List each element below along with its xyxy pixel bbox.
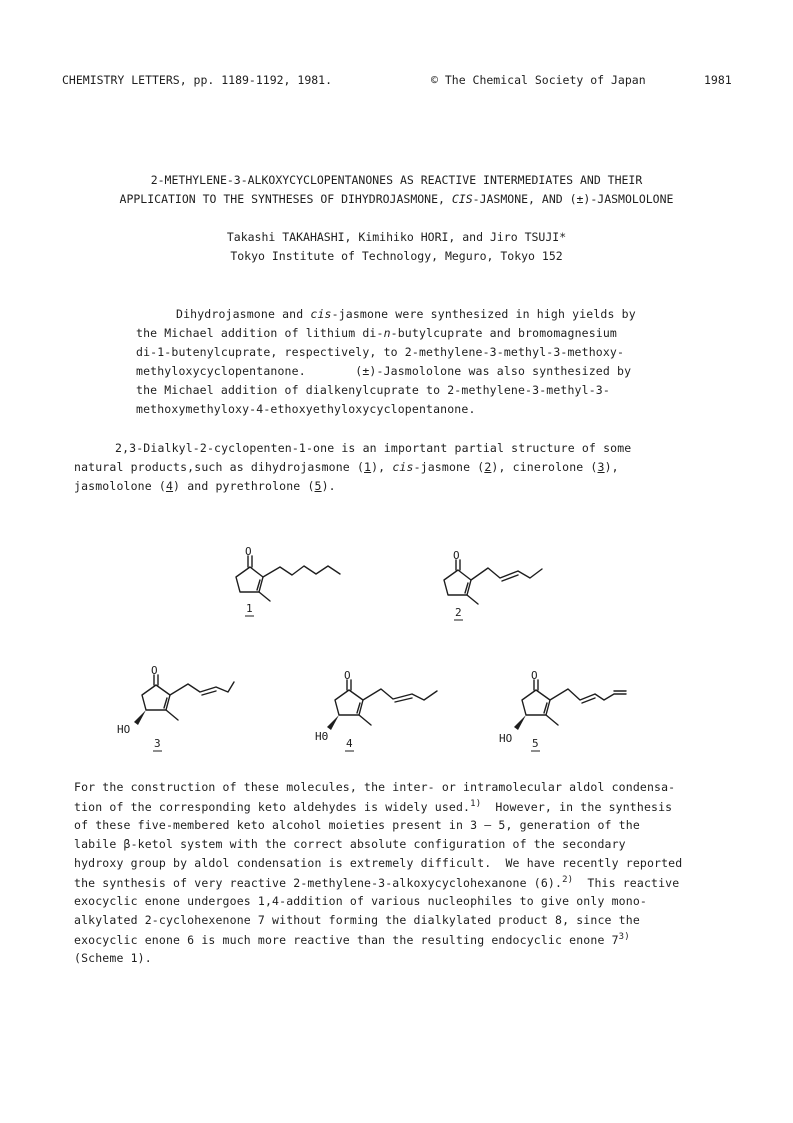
abstract-line-6: methoxymethyloxy-4-ethoxyethyloxycyclopentanone.: [136, 402, 476, 416]
body-line-4: labile β-ketol system with the correct absolute configuration of the secondary: [74, 837, 626, 851]
author-list: Takashi TAKAHASHI, Kimihiko HORI, and Jiro TSUJI*: [226, 230, 567, 244]
abstract-line-2: the Michael addition of lithium di-n-butylcuprate and bromomagnesium: [136, 326, 618, 340]
structure-1-dihydrojasmone: [236, 556, 340, 601]
intro-line-2: natural products,such as dihydrojasmone (1), cis-jasmone (2), cinerolone (3),: [74, 460, 619, 474]
body-line-5: hydroxy group by aldol condensation is extremely difficult. We have recently reported: [74, 856, 683, 870]
body-line-9: exocyclic enone 6 is much more reactive than the resulting endocyclic enone 7$^{3)}$: [74, 932, 630, 947]
abstract-line-3: di-1-butenylcuprate, respectively, to 2-methylene-3-methyl-3-methoxy-: [136, 345, 625, 359]
compound-number-4: 4: [346, 737, 353, 750]
paper-title-line-2: APPLICATION TO THE SYNTHESES OF DIHYDROJASMONE, CIS-JASMONE, AND (±)-JASMOLOLONE: [119, 192, 674, 206]
body-line-8: alkylated 2-cyclohexenone 7 without forming the dialkylated product 8, since the: [74, 913, 640, 927]
wedge-bond-3: [134, 710, 146, 725]
oxygen-label-1: O: [245, 545, 252, 558]
journal-citation: CHEMISTRY LETTERS, pp. 1189-1192, 1981.: [62, 73, 333, 87]
abstract-line-4: methyloxycyclopentanone. (±)-Jasmololone was also synthesized by: [136, 364, 632, 378]
compound-number-5: 5: [532, 737, 539, 750]
hydroxy-label-4: HΘ: [315, 730, 329, 743]
affiliation: Tokyo Institute of Technology, Meguro, Tokyo 152: [230, 249, 563, 263]
body-line-2: tion of the corresponding keto aldehydes is widely used.$^{1)}$ However, in the synthesis: [74, 799, 673, 814]
copyright-notice: © The Chemical Society of Japan: [431, 73, 646, 87]
structure-4-jasmololone: [335, 680, 437, 725]
oxygen-label-4: O: [344, 669, 351, 682]
body-line-7: exocyclic enone undergoes 1,4-addition of various nucleophiles to give only mono-: [74, 894, 647, 908]
body-line-10: (Scheme 1).: [74, 951, 152, 965]
compound-number-2: 2: [455, 606, 462, 619]
hydroxy-label-3: HO: [117, 723, 131, 736]
wedge-bond-5: [514, 715, 526, 730]
body-line-6: the synthesis of very reactive 2-methylene-3-alkoxycyclohexanone (6).$^{2)}$ This reactive: [74, 875, 680, 890]
abstract-line-5: the Michael addition of dialkenylcuprate to 2-methylene-3-methyl-3-: [136, 383, 610, 397]
compound-number-1: 1: [246, 602, 253, 615]
paper-title-line-1: 2-METHYLENE-3-ALKOXYCYCLOPENTANONES AS REACTIVE INTERMEDIATES AND THEIR: [150, 173, 643, 187]
body-line-3: of these five-membered keto alcohol moieties present in 3 — 5, generation of the: [74, 818, 640, 832]
abstract-line-1: Dihydrojasmone and cis-jasmone were synthesized in high yields by: [176, 307, 636, 321]
oxygen-label-5: O: [531, 669, 538, 682]
oxygen-label-3: O: [151, 664, 158, 677]
oxygen-label-2: O: [453, 549, 460, 562]
structure-2-cis-jasmone: [444, 560, 542, 604]
structure-5-pyrethrolone: [522, 680, 626, 725]
publication-year: 1981: [704, 73, 732, 87]
wedge-bond-4: [327, 715, 339, 730]
intro-line-3: jasmololone (4) and pyrethrolone (5).: [74, 479, 336, 493]
hydroxy-label-5: HO: [499, 732, 513, 745]
structure-3-cinerolone: [142, 675, 234, 720]
compound-number-3: 3: [154, 737, 161, 750]
intro-line-1: 2,3-Dialkyl-2-cyclopenten-1-one is an important partial structure of some: [115, 441, 632, 455]
body-line-1: For the construction of these molecules, the inter- or intramolecular aldol condensa-: [74, 780, 676, 794]
